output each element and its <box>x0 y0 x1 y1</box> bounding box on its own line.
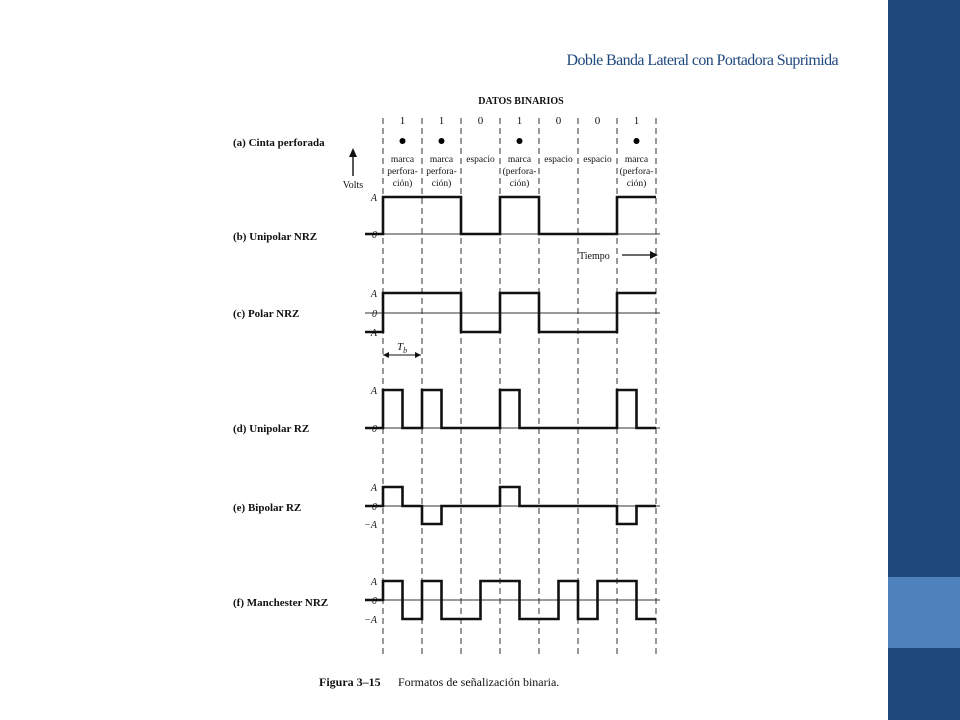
row-label-b: (b) Unipolar NRZ <box>233 231 318 243</box>
tape-label: ción) <box>431 179 452 189</box>
perforation-dot <box>634 138 640 144</box>
punched-tape-row <box>387 138 653 189</box>
bit-value: 1 <box>633 115 640 127</box>
figure-caption-text: Formatos de señalización binaria. <box>398 675 560 689</box>
waveforms <box>365 197 656 619</box>
slide-title: Doble Banda Lateral con Portadora Suprimida <box>566 52 838 69</box>
waveform-unipolar-rz <box>365 390 656 428</box>
tape-label: perfora- <box>387 167 418 177</box>
tape-label: marca <box>390 155 415 165</box>
level-a: A <box>370 193 377 204</box>
level-zero: 0 <box>372 309 377 320</box>
bit-value: 0 <box>477 115 484 127</box>
level-neg-a: −A <box>364 328 377 339</box>
bit-period-label: $T_b$ <box>397 341 408 355</box>
tape-label: marca <box>429 155 454 165</box>
tape-label: marca <box>624 155 649 165</box>
bit-value: 1 <box>399 115 406 127</box>
tape-label: ción) <box>392 179 413 189</box>
time-arrow-icon <box>650 251 658 259</box>
row-label-a: (a) Cinta perforada <box>233 137 325 149</box>
bit-value: 1 <box>438 115 445 127</box>
tape-label: espacio <box>583 155 612 165</box>
waveform-unipolar-nrz <box>365 197 656 234</box>
level-a: A <box>370 577 377 588</box>
bit-value: 0 <box>555 115 562 127</box>
bit-values <box>400 115 640 127</box>
tape-label: perfora- <box>426 167 457 177</box>
tape-label: ción) <box>626 179 647 189</box>
level-zero: 0 <box>372 502 377 513</box>
row-label-e: (e) Bipolar RZ <box>233 502 302 514</box>
level-a: A <box>370 483 377 494</box>
level-zero: 0 <box>372 596 377 607</box>
waveform-polar-nrz <box>365 293 656 332</box>
perforation-dot <box>439 138 445 144</box>
bit-value: 0 <box>594 115 601 127</box>
bit-value: 1 <box>516 115 523 127</box>
volts-label: Volts <box>342 180 364 191</box>
row-label-f: (f) Manchester NRZ <box>233 597 329 609</box>
bit-boundary-lines <box>383 118 656 655</box>
level-labels <box>364 193 378 626</box>
time-label: Tiempo <box>579 251 610 262</box>
level-neg-a: −A <box>364 615 377 626</box>
row-label-c: (c) Polar NRZ <box>233 308 300 320</box>
level-a: A <box>370 386 377 397</box>
tape-label: (perfora- <box>619 167 654 177</box>
binary-data-header <box>478 96 564 107</box>
perforation-dot <box>517 138 523 144</box>
level-neg-a: −A <box>364 520 377 531</box>
bit-period-marker <box>383 341 421 358</box>
figure-caption-number: Figura 3–15 <box>319 675 381 689</box>
tape-label: (perfora- <box>502 167 537 177</box>
volts-arrow-icon <box>349 148 357 157</box>
level-a: A <box>370 289 377 300</box>
tape-label: espacio <box>544 155 573 165</box>
level-zero: 0 <box>372 230 377 241</box>
row-label-d: (d) Unipolar RZ <box>233 423 310 435</box>
tape-label: ción) <box>509 179 530 189</box>
waveform-bipolar-rz <box>365 487 656 524</box>
tape-label: marca <box>507 155 532 165</box>
tape-label: espacio <box>466 155 495 165</box>
level-zero: 0 <box>372 424 377 435</box>
perforation-dot <box>400 138 406 144</box>
binary-data-title: DATOS BINARIOS <box>478 96 564 107</box>
